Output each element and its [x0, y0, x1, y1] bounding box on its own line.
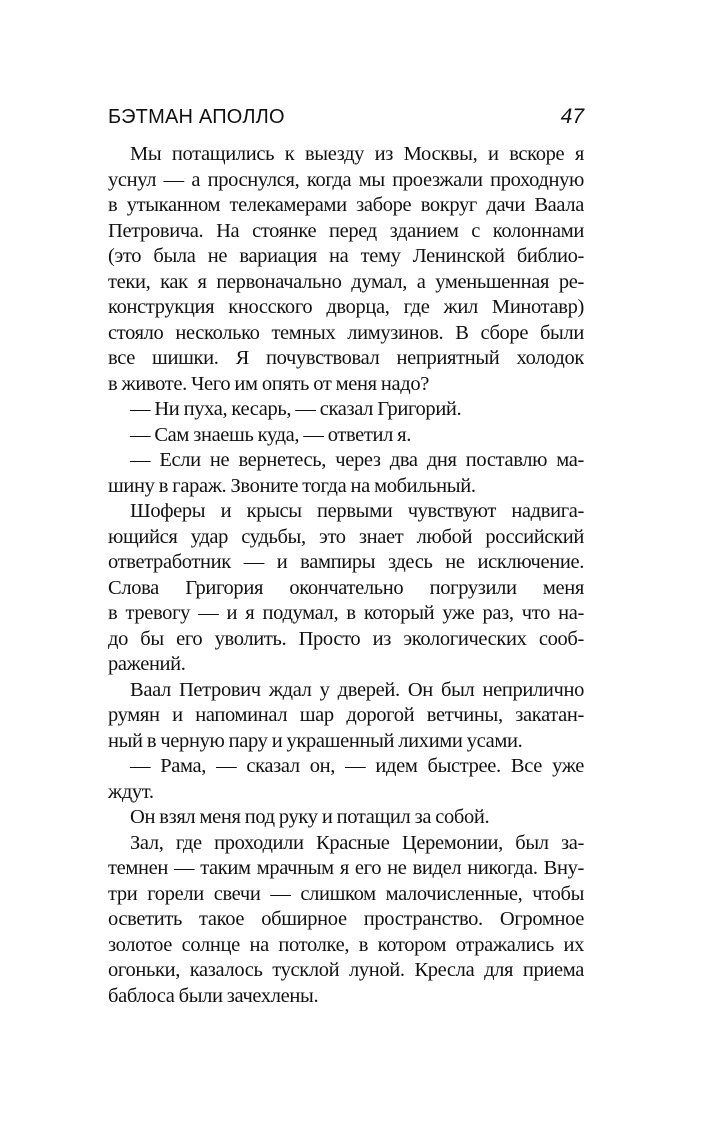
book-title: БЭТМАН АПОЛЛО	[108, 106, 285, 128]
text-line: ный в черную пару и украшенный лихими усами.	[108, 729, 523, 752]
text-line: в животе. Чего им опять от меня надо?	[108, 372, 429, 395]
text-line: Он взял меня под руку и потащил за собой.	[130, 806, 490, 828]
text-line: шину в гараж. Звоните тогда на мобильный.	[108, 474, 476, 497]
text-line: в тревогу — и я подумал, в который уже раз, что на-	[108, 602, 584, 624]
text-line: конструкция кносского дворца, где жил Минотавр)	[108, 296, 584, 318]
text-line: румян и напоминал шар дорогой ветчины, закатан-	[108, 704, 584, 726]
paragraph	[108, 754, 584, 805]
text-line: Зал, где проходили Красные Церемонии, был за-	[130, 831, 584, 854]
paragraph	[108, 423, 584, 449]
paragraph	[108, 142, 584, 397]
text-line: ражений.	[108, 653, 186, 675]
text-line: все шишки. Я почувствовал неприятный холодок	[108, 347, 584, 369]
running-head	[108, 100, 584, 134]
text-line: осветить такое обширное пространство. Огромное	[108, 908, 584, 930]
text-line: баблоса были зачехлены.	[108, 984, 319, 1007]
text-line: в утыканном телекамерами заборе вокруг дачи Ваала	[108, 194, 584, 216]
page-number: 47	[560, 105, 584, 128]
text-line: Шоферы и крысы первыми чувствуют надвига-	[130, 500, 584, 522]
paragraph	[108, 678, 584, 755]
text-line: — Рама, — сказал он, — идем быстрее. Все уже	[130, 755, 584, 777]
text-line: ждут.	[108, 780, 154, 803]
text-line: огоньки, казалось тусклой луной. Кресла для приема	[108, 959, 584, 981]
text-line: — Ни пуха, кесарь, — сказал Григорий.	[130, 398, 462, 420]
text-line: Петровича. На стоянке перед зданием с колоннами	[108, 219, 584, 242]
text-line: теки, как я первоначально думал, а уменьшенная ре-	[108, 270, 584, 293]
text-line: (это была не вариация на тему Ленинской библио-	[108, 245, 584, 267]
text-line: три горели свечи — слишком малочисленные, чтобы	[108, 882, 584, 905]
paragraph	[108, 831, 584, 1010]
text-line: золотое солнце на потолке, в котором отражались их	[108, 933, 584, 956]
text-line: уснул — а проснулся, когда мы проезжали проходную	[108, 168, 584, 191]
text-line: Ваал Петрович ждал у дверей. Он был неприлично	[130, 678, 584, 701]
text-line: ответработник — и вампиры здесь не исключение.	[108, 551, 584, 573]
paragraph	[108, 397, 584, 423]
body-text	[108, 142, 584, 1009]
text-line: — Сам знаешь куда, — ответил я.	[130, 423, 412, 446]
text-line: Слова Григория окончательно погрузили меня	[108, 576, 584, 599]
paragraph	[108, 805, 584, 831]
text-line: темнен — таким мрачным я его не видел никогда. Вну-	[108, 857, 584, 879]
text-line: ющийся удар судьбы, это знает любой российский	[108, 525, 584, 548]
text-line: до бы его уволить. Просто из экологических сооб-	[108, 627, 584, 650]
paragraph	[108, 448, 584, 499]
text-line: стояло несколько темных лимузинов. В сборе были	[108, 321, 584, 344]
paragraph	[108, 499, 584, 678]
text-line: — Если не вернетесь, через два дня поставлю ма-	[130, 449, 584, 471]
text-line: Мы потащились к выезду из Москвы, и вскоре я	[130, 143, 584, 165]
